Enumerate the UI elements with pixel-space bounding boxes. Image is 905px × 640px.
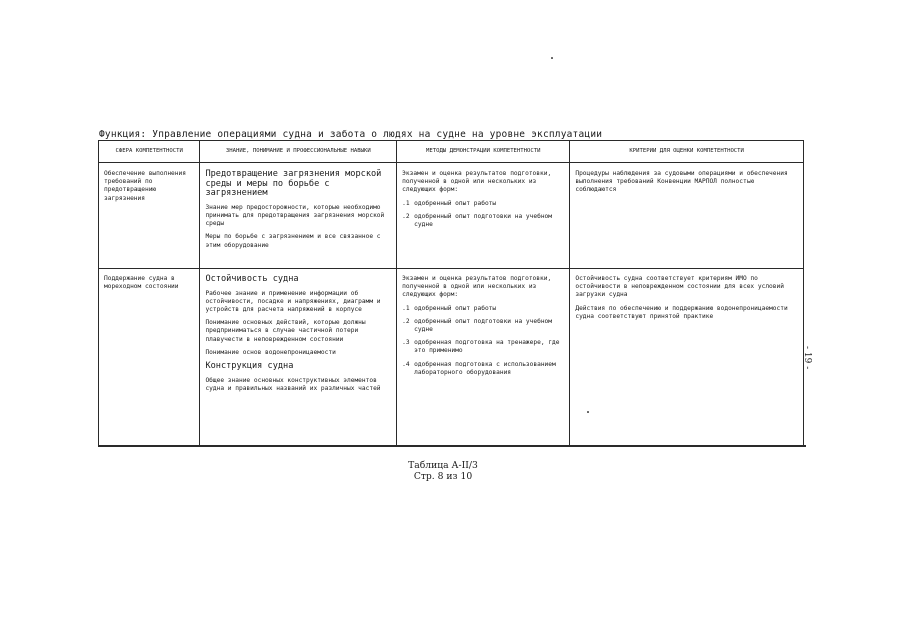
methods-item-number: .2 bbox=[402, 212, 410, 220]
methods-intro: Экзамен и оценка результатов подготовки, полученной в одной или нескольких из следующих форм: bbox=[402, 170, 552, 194]
knowledge-paragraph: Меры по борьбе с загрязнением и все связанное с этим оборудование bbox=[205, 233, 381, 249]
scan-speck bbox=[551, 57, 553, 59]
header-methods: МЕТОДЫ ДЕМОНСТРАЦИИ КОМПЕТЕНТНОСТИ bbox=[397, 141, 570, 163]
knowledge-paragraph: Понимание основных действий, которые должны предприниматься в случае частичной потери плавучести в неповрежденном состоянии bbox=[205, 319, 366, 343]
page-number: - 19 - bbox=[802, 346, 812, 370]
methods-item bbox=[402, 361, 564, 377]
table-row bbox=[99, 163, 804, 269]
sphere-cell: Поддержание судна в мореходном состоянии bbox=[99, 269, 200, 446]
table-row bbox=[99, 269, 804, 446]
knowledge-paragraph: Понимание основ водонепроницаемости bbox=[205, 348, 336, 356]
header-knowledge: ЗНАНИЕ, ПОНИМАНИЕ И ПРОФЕССИОНАЛЬНЫЕ НАВЫКИ bbox=[200, 141, 397, 163]
knowledge-paragraph: Знание мер предосторожности, которые необходимо принимать для предотвращения загрязнения морской среды bbox=[205, 203, 385, 228]
function-title: Функция: Управление операциями судна и забота о людях на судне на уровне эксплуатации bbox=[99, 129, 603, 140]
methods-item-text: одобренный опыт работы bbox=[414, 304, 497, 312]
caption-table-id: Таблица А-II/3 bbox=[408, 460, 478, 471]
methods-item bbox=[402, 213, 564, 229]
methods-item bbox=[402, 200, 564, 208]
header-criteria: КРИТЕРИИ ДЛЯ ОЦЕНКИ КОМПЕТЕНТНОСТИ bbox=[570, 141, 804, 163]
knowledge-cell bbox=[200, 163, 397, 269]
methods-item-number: .4 bbox=[402, 360, 410, 368]
methods-item-text: одобренная подготовка на тренажере, где это применимо bbox=[414, 339, 560, 355]
methods-cell bbox=[397, 163, 570, 269]
criteria-paragraph: Остойчивость судна соответствует критериям ИМО по остойчивости в неповрежденном состоянии для всех условий загрузки судна bbox=[575, 275, 784, 299]
methods-item-number: .3 bbox=[402, 339, 410, 347]
methods-item bbox=[402, 305, 564, 313]
table-header-row bbox=[99, 141, 804, 163]
knowledge-title: Конструкция судна bbox=[205, 361, 294, 372]
methods-item-text: одобренный опыт работы bbox=[414, 199, 497, 207]
methods-item-number: .1 bbox=[402, 199, 410, 207]
methods-item bbox=[402, 339, 564, 355]
knowledge-paragraph: Общее знание основных конструктивных элементов судна и правильных названий их различных частей bbox=[205, 376, 381, 392]
methods-intro: Экзамен и оценка результатов подготовки, полученной в одной или нескольких из следующих форм: bbox=[402, 275, 552, 299]
bottom-rule bbox=[98, 445, 806, 447]
criteria-paragraph: Действия по обеспечению и поддержанию водонепроницаемости судна соответствуют принятой практике bbox=[575, 304, 788, 320]
competence-table bbox=[98, 140, 804, 446]
methods-item-number: .2 bbox=[402, 317, 410, 325]
caption-page-count: Стр. 8 из 10 bbox=[413, 471, 473, 482]
knowledge-paragraph: Рабочее знание и применение информации об остойчивости, посадке и напряжениях, диаграмм и устройств для расчета напряжений в корпусе bbox=[205, 289, 381, 313]
criteria-cell bbox=[570, 269, 804, 446]
methods-item-text: одобренная подготовка с использованием лабораторного оборудования bbox=[414, 360, 556, 376]
methods-item-text: одобренный опыт подготовки на учебном судне bbox=[414, 317, 553, 334]
knowledge-title: Остойчивость судна bbox=[205, 274, 299, 284]
scan-speck bbox=[587, 411, 589, 413]
header-sphere: СФЕРА КОМПЕТЕНТНОСТИ bbox=[99, 141, 200, 163]
methods-item bbox=[402, 318, 564, 334]
knowledge-title: Предотвращение загрязнения морской среды и меры по борьбе с загрязнением bbox=[205, 169, 382, 199]
criteria-paragraph: Процедуры наблюдения за судовыми операциями и обеспечения выполнения требований Конвенции МАРПОЛ полностью соблюдаются bbox=[575, 170, 788, 194]
methods-item-number: .1 bbox=[402, 304, 410, 312]
methods-cell bbox=[397, 269, 570, 446]
sphere-cell: Обеспечение выполнения требований по предотвращению загрязнения bbox=[99, 163, 200, 269]
criteria-cell bbox=[570, 163, 804, 269]
knowledge-cell bbox=[200, 269, 397, 446]
table-caption bbox=[393, 460, 493, 482]
methods-item-text: одобренный опыт подготовки на учебном судне bbox=[414, 212, 553, 229]
